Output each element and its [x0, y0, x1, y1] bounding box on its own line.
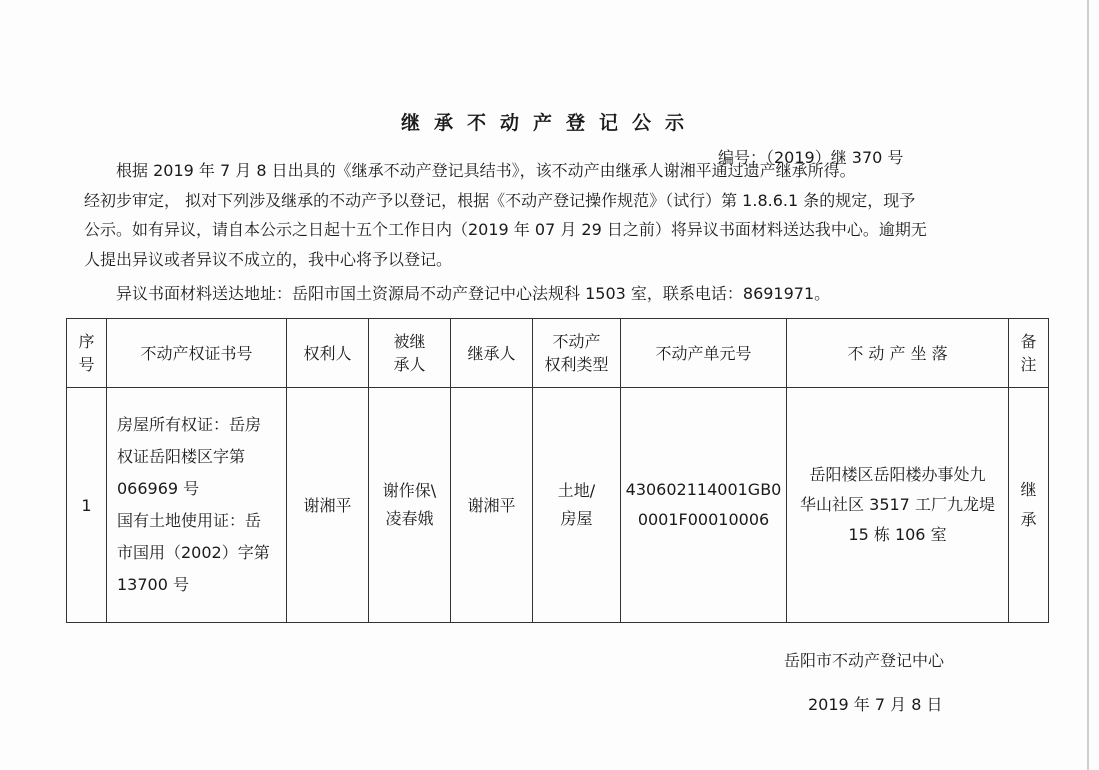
page-title: 继承不动产登记公示: [400, 112, 698, 134]
issue-date: 2019 年 7 月 8 日: [808, 695, 943, 714]
paragraph-line-4: 人提出异议或者异议不成立的，我中心将予以登记。: [84, 250, 453, 269]
paragraph-line-1: 根据 2019 年 7 月 8 日出具的《继承不动产登记具结书》，该不动产由继承人谢湘平通过遗产继承所得。: [116, 161, 856, 180]
cell-owner: 谢湘平: [287, 388, 369, 623]
header-owner: 权利人: [287, 319, 369, 388]
cell-heir: 谢湘平: [451, 388, 533, 623]
paragraph-line-3: 公示。如有异议，请自本公示之日起十五个工作日内（2019 年 07 月 29 日之前）将异议书面材料送达我中心。逾期无: [84, 220, 927, 239]
cell-remark: 继 承: [1009, 388, 1049, 623]
header-cert: 不动产权证书号: [107, 319, 287, 388]
cell-unit-no: 430602114001GB0 0001F00010006: [621, 388, 787, 623]
header-location: 不 动 产 坐 落: [787, 319, 1009, 388]
header-unit-no: 不动产单元号: [621, 319, 787, 388]
header-right-type: 不动产 权利类型: [533, 319, 621, 388]
cell-seq: 1: [67, 388, 107, 623]
table-row: [67, 388, 1049, 623]
cell-cert: 房屋所有权证：岳房 权证岳阳楼区字第 066969 号 国有土地使用证：岳 市国用（2002）字第 13700 号: [107, 388, 287, 623]
cell-decedent: 谢作保\ 凌春娥: [369, 388, 451, 623]
header-remark: 备 注: [1009, 319, 1049, 388]
scan-edge-line: [1087, 0, 1089, 770]
paragraph-line-2: 经初步审定， 拟对下列涉及继承的不动产予以登记，根据《不动产登记操作规范》（试行）第 1.8.6.1 条的规定，现予: [84, 191, 916, 210]
paragraph-line-5: 异议书面材料送达地址：岳阳市国土资源局不动产登记中心法规科 1503 室，联系电话：8691971。: [116, 284, 831, 303]
header-decedent: 被继 承人: [369, 319, 451, 388]
header-heir: 继承人: [451, 319, 533, 388]
table-header-row: [67, 319, 1049, 388]
cell-right-type: 土地/ 房屋: [533, 388, 621, 623]
cell-location: 岳阳楼区岳阳楼办事处九 华山社区 3517 工厂九龙堤 15 栋 106 室: [787, 388, 1009, 623]
registration-table: [66, 318, 1049, 623]
issuing-organization: 岳阳市不动产登记中心: [784, 651, 945, 670]
document-number: 编号：（2019）继 370 号: [718, 148, 904, 167]
header-seq: 序 号: [67, 319, 107, 388]
